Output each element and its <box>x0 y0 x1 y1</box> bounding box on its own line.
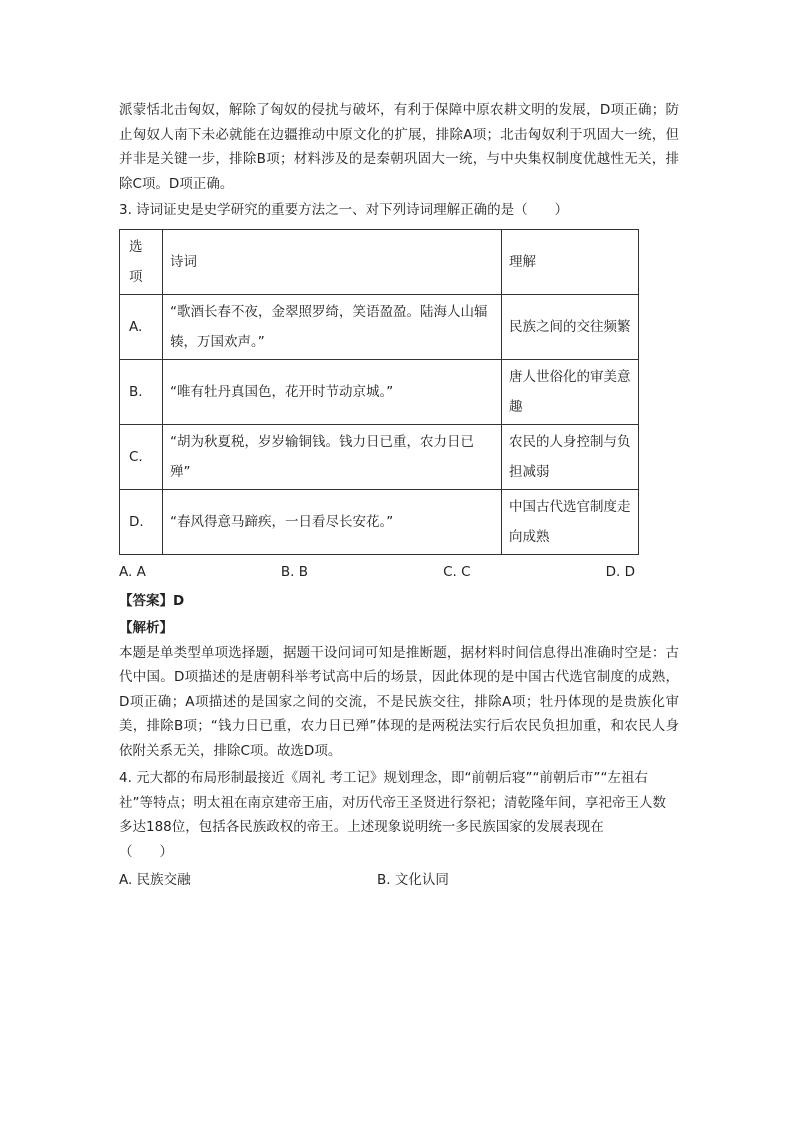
option-a: A. 民族交融 <box>119 872 191 888</box>
question-4-options <box>119 868 635 893</box>
row-meaning: 农民的人身控制与负担减弱 <box>502 424 639 489</box>
intro-paragraph: 派蒙恬北击匈奴，解除了匈奴的侵扰与破坏，有利于保障中原农耕文明的发展，D项正确；防止匈奴人南下未必就能在边疆推动中原文化的扩展，排除A项；北击匈奴利于巩固大一统，但并非是关键一步，排除B项；材料涉及的是秦朝巩固大一统，与中央集权制度优越性无关，排除C项。D项正确。 <box>119 102 679 192</box>
row-poem: “春风得意马蹄疾，一日看尽长安花。” <box>163 489 502 554</box>
row-option: A. <box>120 294 163 359</box>
choice-d: D. D <box>605 563 635 580</box>
question-4-stem: 4. 元大都的布局形制最接近《周礼 考工记》规划理念，即“前朝后寝”“前朝后市”“左祖右社”等特点；明太祖在南京建帝王庙，对历代帝王圣贤进行祭祀；清乾隆年间，享祀帝王人数多达188位，包括各民族政权的帝王。上述现象说明统一多民族国家的发展表现在 <box>119 770 666 835</box>
option-b: B. 文化认同 <box>377 872 449 888</box>
analysis-paragraph: 本题是单类型单项选择题，据题干设问词可知是推断题，据材料时间信息得出准确时空是：古代中国。D项描述的是唐朝科举考试高中后的场景，因此体现的是中国古代选官制度的成熟，D项正确；A项描述的是国家之间的交流，不是民族交往，排除A项；牡丹体现的是贵族化审美，排除B项；“钱力日已重，农力日已殚”体现的是两税法实行后农民负担加重，和农民人身依附关系无关，排除C项。故选D项。 <box>119 644 679 759</box>
row-poem: “胡为秋夏税，岁岁输铜钱。钱力日已重，农力日已殚” <box>163 424 502 489</box>
table-row <box>120 294 639 359</box>
table-header-row <box>120 229 639 294</box>
analysis-label: 【解析】 <box>119 620 173 636</box>
header-poem: 诗词 <box>163 229 502 294</box>
row-meaning: 中国古代选官制度走向成熟 <box>502 489 639 554</box>
row-poem: “歌酒长春不夜，金翠照罗绮，笑语盈盈。陆海人山辐辏，万国欢声。” <box>163 294 502 359</box>
table-row <box>120 359 639 424</box>
choice-a: A. A <box>119 563 146 580</box>
table-row <box>120 489 639 554</box>
row-option: B. <box>120 359 163 424</box>
question-4-blank: （ ） <box>119 843 173 860</box>
row-meaning: 民族之间的交往频繁 <box>502 294 639 359</box>
choice-c: C. C <box>443 563 471 580</box>
question-3-table <box>119 229 639 555</box>
header-meaning: 理解 <box>502 229 639 294</box>
row-option: D. <box>120 489 163 554</box>
row-option: C. <box>120 424 163 489</box>
choice-b: B. B <box>280 563 309 580</box>
document-page <box>119 98 679 893</box>
header-option: 选项 <box>120 229 163 294</box>
row-poem: “唯有牡丹真国色，花开时节动京城。” <box>163 359 502 424</box>
question-3-choices <box>119 561 635 583</box>
row-meaning: 唐人世俗化的审美意趣 <box>502 359 639 424</box>
question-3-stem: 3. 诗词证史是史学研究的重要方法之一、对下列诗词理解正确的是（ ） <box>119 202 569 218</box>
answer-label: 【答案】D <box>119 592 185 609</box>
table-row <box>120 424 639 489</box>
